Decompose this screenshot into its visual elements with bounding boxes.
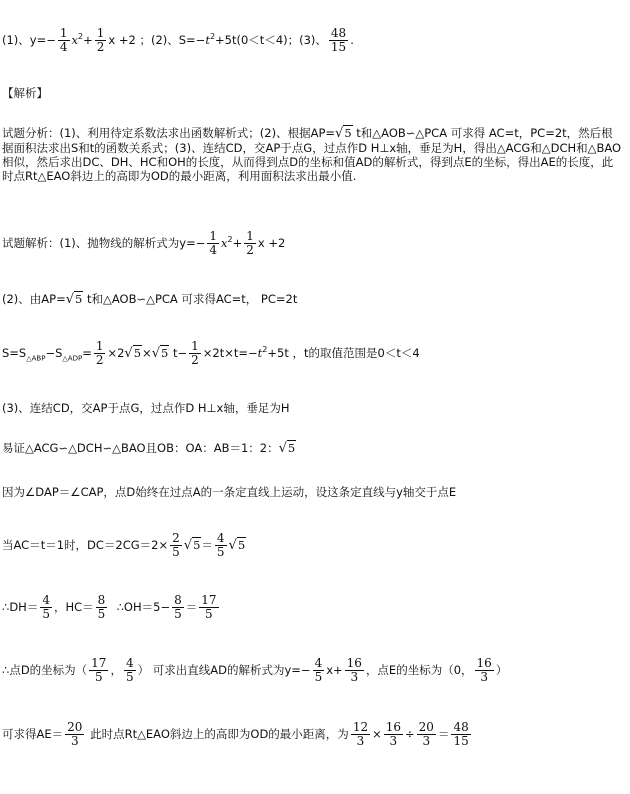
solution-line-e: 因为∠DAP＝∠CAP，点D始终在过点A的一条定直线上运动，设这条定直线与y轴交于点E xyxy=(2,485,457,499)
section-heading: 【解析】 xyxy=(2,86,48,100)
solution-similar: 易证△ACG∽△DCH∽△BAO且OB：OA：AB＝1：2：√5 xyxy=(2,441,296,456)
solution-3: (3)、连结CD，交AP于点G，过点作D H⊥x轴，垂足为H xyxy=(2,401,290,415)
analysis-paragraph: 试题分析：(1)、利用待定系数法求出函数解析式；(2)、根据AP=√5 t和△AOB∽△PCA 可求得 AC=t，PC=2t，然后根据面积法求出S和t的函数关系式；(3)、连结CD，交AP于点G，过点作D H⊥x轴，垂足为H，得出△ACG和△DCH和△BAO相似，然后求出DC、DH、HC和OH的长度，从而得到点D的坐标和值AD的解析式，得到点E的坐标，得出AE的长度，此时点Rt△EAO斜边上的高即为OD的最小距离，利用面积法求出最小值. xyxy=(2,126,622,183)
answer-part1: (1)、y=− xyxy=(2,33,56,47)
solution-dc: 当AC＝t＝1时，DC＝2CG＝2× $\frac{2}{5}$ √5＝ $\frac{4}{5}$ √5 xyxy=(2,531,246,559)
solution-dh: ∴DH＝ $\frac{4}{5}$ ，HC＝ $\frac{8}{5}$ ∴OH＝5− $\frac{8}{5}$ ＝ $\frac{17}{5}$ xyxy=(2,593,217,621)
answer-var-x: x xyxy=(71,33,79,47)
solution-point-d: ∴点D的坐标为（ $\frac{17}{5}$ ， $\frac{4}{5}$ ） 可求出直线AD的解析式为y=− $\frac{4}{5}$ x+ $\frac{16}{3}$ ，点E的坐标为（0， $\frac{16}{3}$ ） xyxy=(2,656,508,684)
fraction-1-2: $\frac{1}{2}$ xyxy=(96,26,105,54)
solution-1: 试题解析：(1)、抛物线的解析式为y=− $\frac{1}{4}$ $x^2+$ $\frac{1}{2}$ x +2 xyxy=(2,229,286,257)
solution-final: 可求得AE＝ $\frac{20}{3}$ 此时点Rt△EAO斜边上的高即为OD的最小距离，为 $\frac{12}{3}$ × $\frac{16}{3}$ ÷ $\frac{20}{3}$ ＝ $\frac{48}{15}$ xyxy=(2,720,469,748)
fraction-1-4: $\frac{1}{4}$ xyxy=(59,26,68,54)
solution-2: (2)、由AP=√5 t和△AOB∽△PCA 可求得AC=t， PC=2t xyxy=(2,292,298,307)
sqrt-5: √5 xyxy=(335,126,352,141)
answer-line: (1)、y=− $\frac{1}{4}$ $x^2+$ $\frac{1}{2}$ x +2 ；(2)、$S=-t^2+5t(0<t<4)$；(3)、 $\frac{48}{15}$ . xyxy=(2,26,354,54)
fraction-48-15: $\frac{48}{15}$ xyxy=(330,26,347,54)
solution-area-formula: $S=S_{\triangle ABP}-S_{\triangle ADP}=$ $\frac{1}{2}$ ×2√5×√5 t− $\frac{1}{2}$ $\times 2t\times t=-t^2+5t$ ，t的取值范围是0＜t＜4 xyxy=(2,339,420,367)
